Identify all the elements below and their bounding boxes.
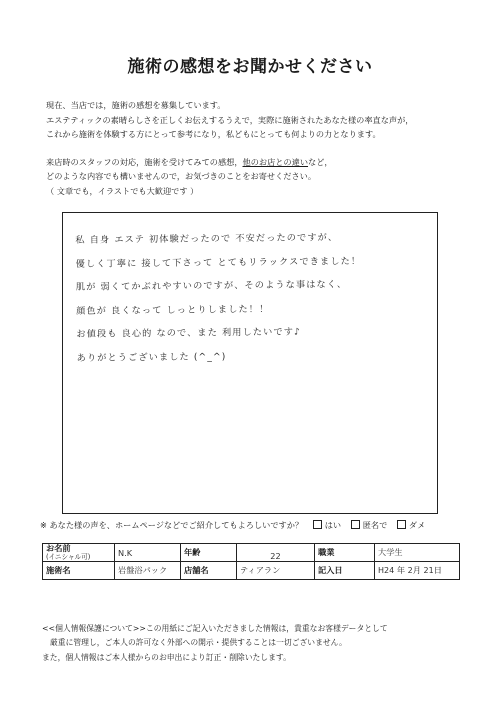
intro-line: エステティックの素晴らしさを正しくお伝えするうえで，実際に施術されたあなた様の率直な声が，: [46, 114, 414, 125]
comment-line: 優しく丁寧に 接して下さって とてもリラックスできました！: [75, 255, 362, 270]
comment-line: お値段も 良心的 なので、また 利用したいです♪: [76, 326, 302, 340]
intro-line: 現在、当店では，施術の感想を募集しています。: [46, 100, 226, 110]
customer-info-table: [42, 543, 460, 580]
comment-line: ありがとうございました (^_^): [76, 350, 227, 364]
privacy-line: 厳重に管理し，ご本人の許可なく外部への開示・提供することは一切ございません。: [50, 638, 347, 648]
year-unit: 年: [396, 565, 406, 575]
date-year: H24: [378, 566, 395, 575]
job-value: 大学生: [375, 544, 460, 562]
comment-line: 肌が 弱くてかぶれやすいのですが、そのような事はなく、: [75, 279, 348, 293]
checkbox-anonymous[interactable]: [351, 520, 360, 529]
intro-line: [46, 155, 476, 170]
checkbox-no[interactable]: [397, 520, 406, 529]
date-month: 2: [407, 566, 413, 575]
consent-text: ※ あなた様の声を、ホームページなどでご紹介してもよろしいですか？: [40, 520, 304, 530]
job-label: 職業: [315, 544, 375, 562]
date-label: 記入日: [315, 562, 375, 580]
consent-question: [40, 520, 428, 531]
treatment-value: 岩盤浴パック: [115, 562, 181, 580]
name-label: お名前: [46, 543, 71, 553]
intro-text: [46, 98, 476, 199]
intro-line: どのような内容でも構いませんので，お気づきのことをお寄せください。: [46, 171, 317, 182]
option-no-label: ダメ: [408, 520, 426, 530]
comment-line: 顔色が 良くなって しっとりしました！！: [76, 303, 270, 317]
date-value: [375, 562, 460, 580]
privacy-notice: [42, 622, 462, 665]
underlined-text: 他のお店との違い: [242, 156, 309, 167]
option-yes-label: はい: [324, 520, 342, 530]
intro-fragment: など，: [308, 156, 333, 167]
date-day: 21: [423, 566, 434, 575]
checkbox-yes[interactable]: [313, 520, 322, 529]
intro-line: これから施術を体験する方にとって参考になり，私どもにとっても何よりの力となります。: [46, 129, 381, 140]
handwritten-comment: [75, 225, 436, 370]
comment-line: 私 自身 エステ 初体験だったので 不安だったのですが、: [75, 232, 339, 246]
intro-fragment: 来店時のスタッフの対応，施術を受けてみての感想，: [46, 156, 243, 167]
month-unit: 月: [412, 565, 421, 575]
day-unit: 日: [433, 565, 442, 575]
treatment-label: 施術名: [43, 562, 115, 580]
name-value: N.K: [115, 544, 181, 562]
page-title: 施術の感想をお聞かせください: [127, 57, 373, 77]
option-anonymous-label: 匿名で: [362, 520, 388, 530]
name-sub-label: (イニシャル可): [46, 553, 91, 561]
age-value: 22: [237, 544, 315, 562]
intro-line: （ 文章でも，イラストでも大歓迎です ）: [46, 185, 199, 196]
store-label: 店舗名: [181, 562, 237, 580]
name-label-cell: [43, 544, 115, 562]
store-value: ティアラン: [237, 562, 315, 580]
privacy-line: また，個人情報はご本人様からのお申出により訂正・削除いたします。: [42, 652, 291, 662]
age-label: 年齢: [181, 544, 237, 562]
privacy-line: <<個人情報保護について>>この用紙にご記入いただきました情報は，貴重なお客様データとして: [42, 624, 388, 633]
